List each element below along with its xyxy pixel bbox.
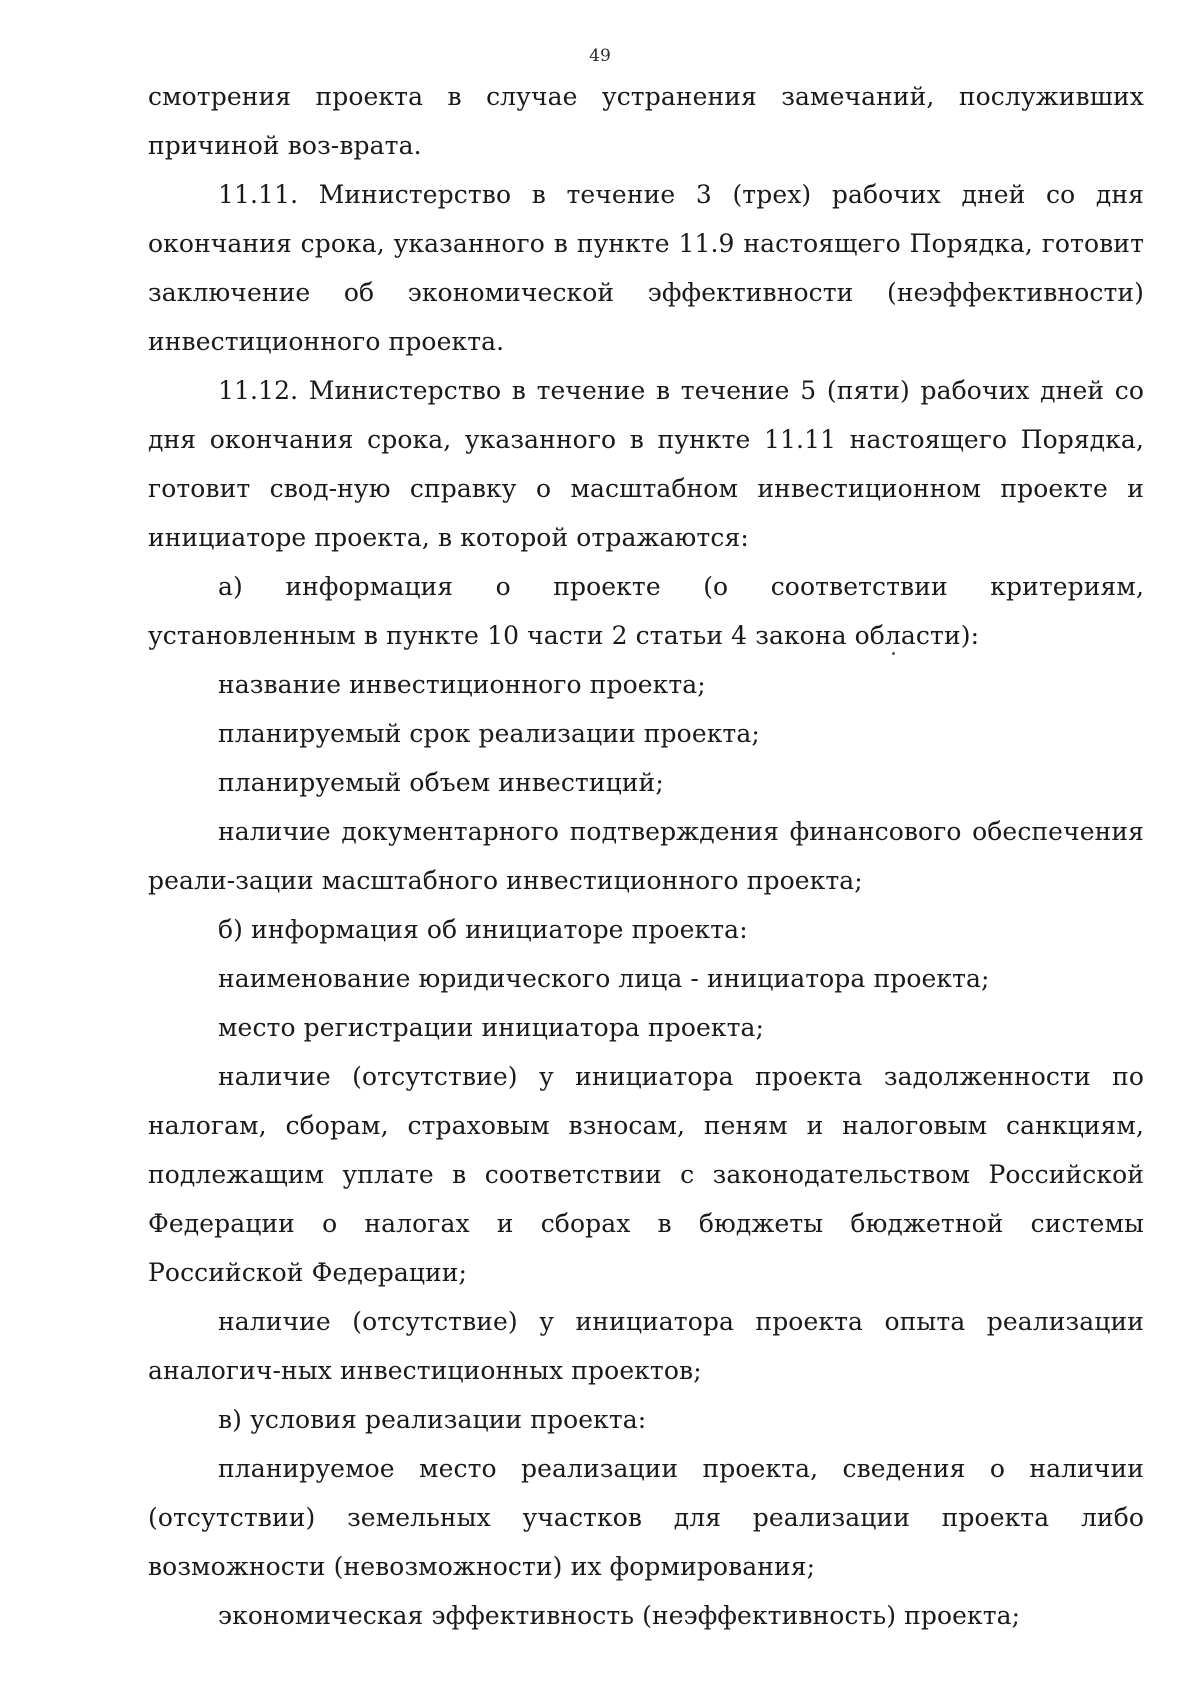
list-item: экономическая эффективность (неэффективность) проекта; (218, 1601, 1021, 1630)
page-number: 49 (589, 46, 611, 66)
paragraph-11-12: 11.12. Министерство в течение в течение 5 (пяти) рабочих дней со дня окончания срока, указанного в пункте 11.11 настоящего Порядка, готовит свод-ную справку о масштабном инвестиционном проекте и инициаторе проекта, в которой отражаются: (148, 376, 1144, 552)
list-item: планируемый объем инвестиций; (218, 768, 664, 797)
list-item: название инвестиционного проекта; (218, 670, 706, 699)
list-heading-b: б) информация об инициаторе проекта: (218, 915, 748, 944)
paragraph-continuation: смотрения проекта в случае устранения замечаний, послуживших причиной воз-врата. (148, 82, 1144, 160)
list-item: планируемый срок реализации проекта; (218, 719, 760, 748)
list-item: место регистрации инициатора проекта; (218, 1013, 765, 1042)
list-item: наличие (отсутствие) у инициатора проекта опыта реализации аналогич-ных инвестиционных проектов; (148, 1307, 1144, 1385)
paragraph-11-11: 11.11. Министерство в течение 3 (трех) рабочих дней со дня окончания срока, указанного в пункте 11.9 настоящего Порядка, готовит заключение об экономической эффективности (неэффективности) инвестиционного проекта. (148, 180, 1144, 356)
list-item: наименование юридического лица - инициатора проекта; (218, 964, 990, 993)
list-item: наличие документарного подтверждения финансового обеспечения реали-зации масштабного инвестиционного проекта; (148, 817, 1144, 895)
list-heading-v: в) условия реализации проекта: (218, 1405, 647, 1434)
scan-speck (892, 652, 895, 655)
list-heading-a: а) информация о проекте (о соответствии критериям, установленным в пункте 10 части 2 статьи 4 закона области): (148, 572, 1144, 650)
list-item: наличие (отсутствие) у инициатора проекта задолженности по налогам, сборам, страховым взносам, пеням и налоговым санкциям, подлежащим уплате в соответствии с законодательством Российской Федерации о налогах и сборах в бюджеты бюджетной системы Российской Федерации; (148, 1062, 1144, 1287)
document-body (148, 72, 1144, 1640)
list-item: планируемое место реализации проекта, сведения о наличии (отсутствии) земельных участков для реализации проекта либо возможности (невозможности) их формирования; (148, 1454, 1144, 1581)
